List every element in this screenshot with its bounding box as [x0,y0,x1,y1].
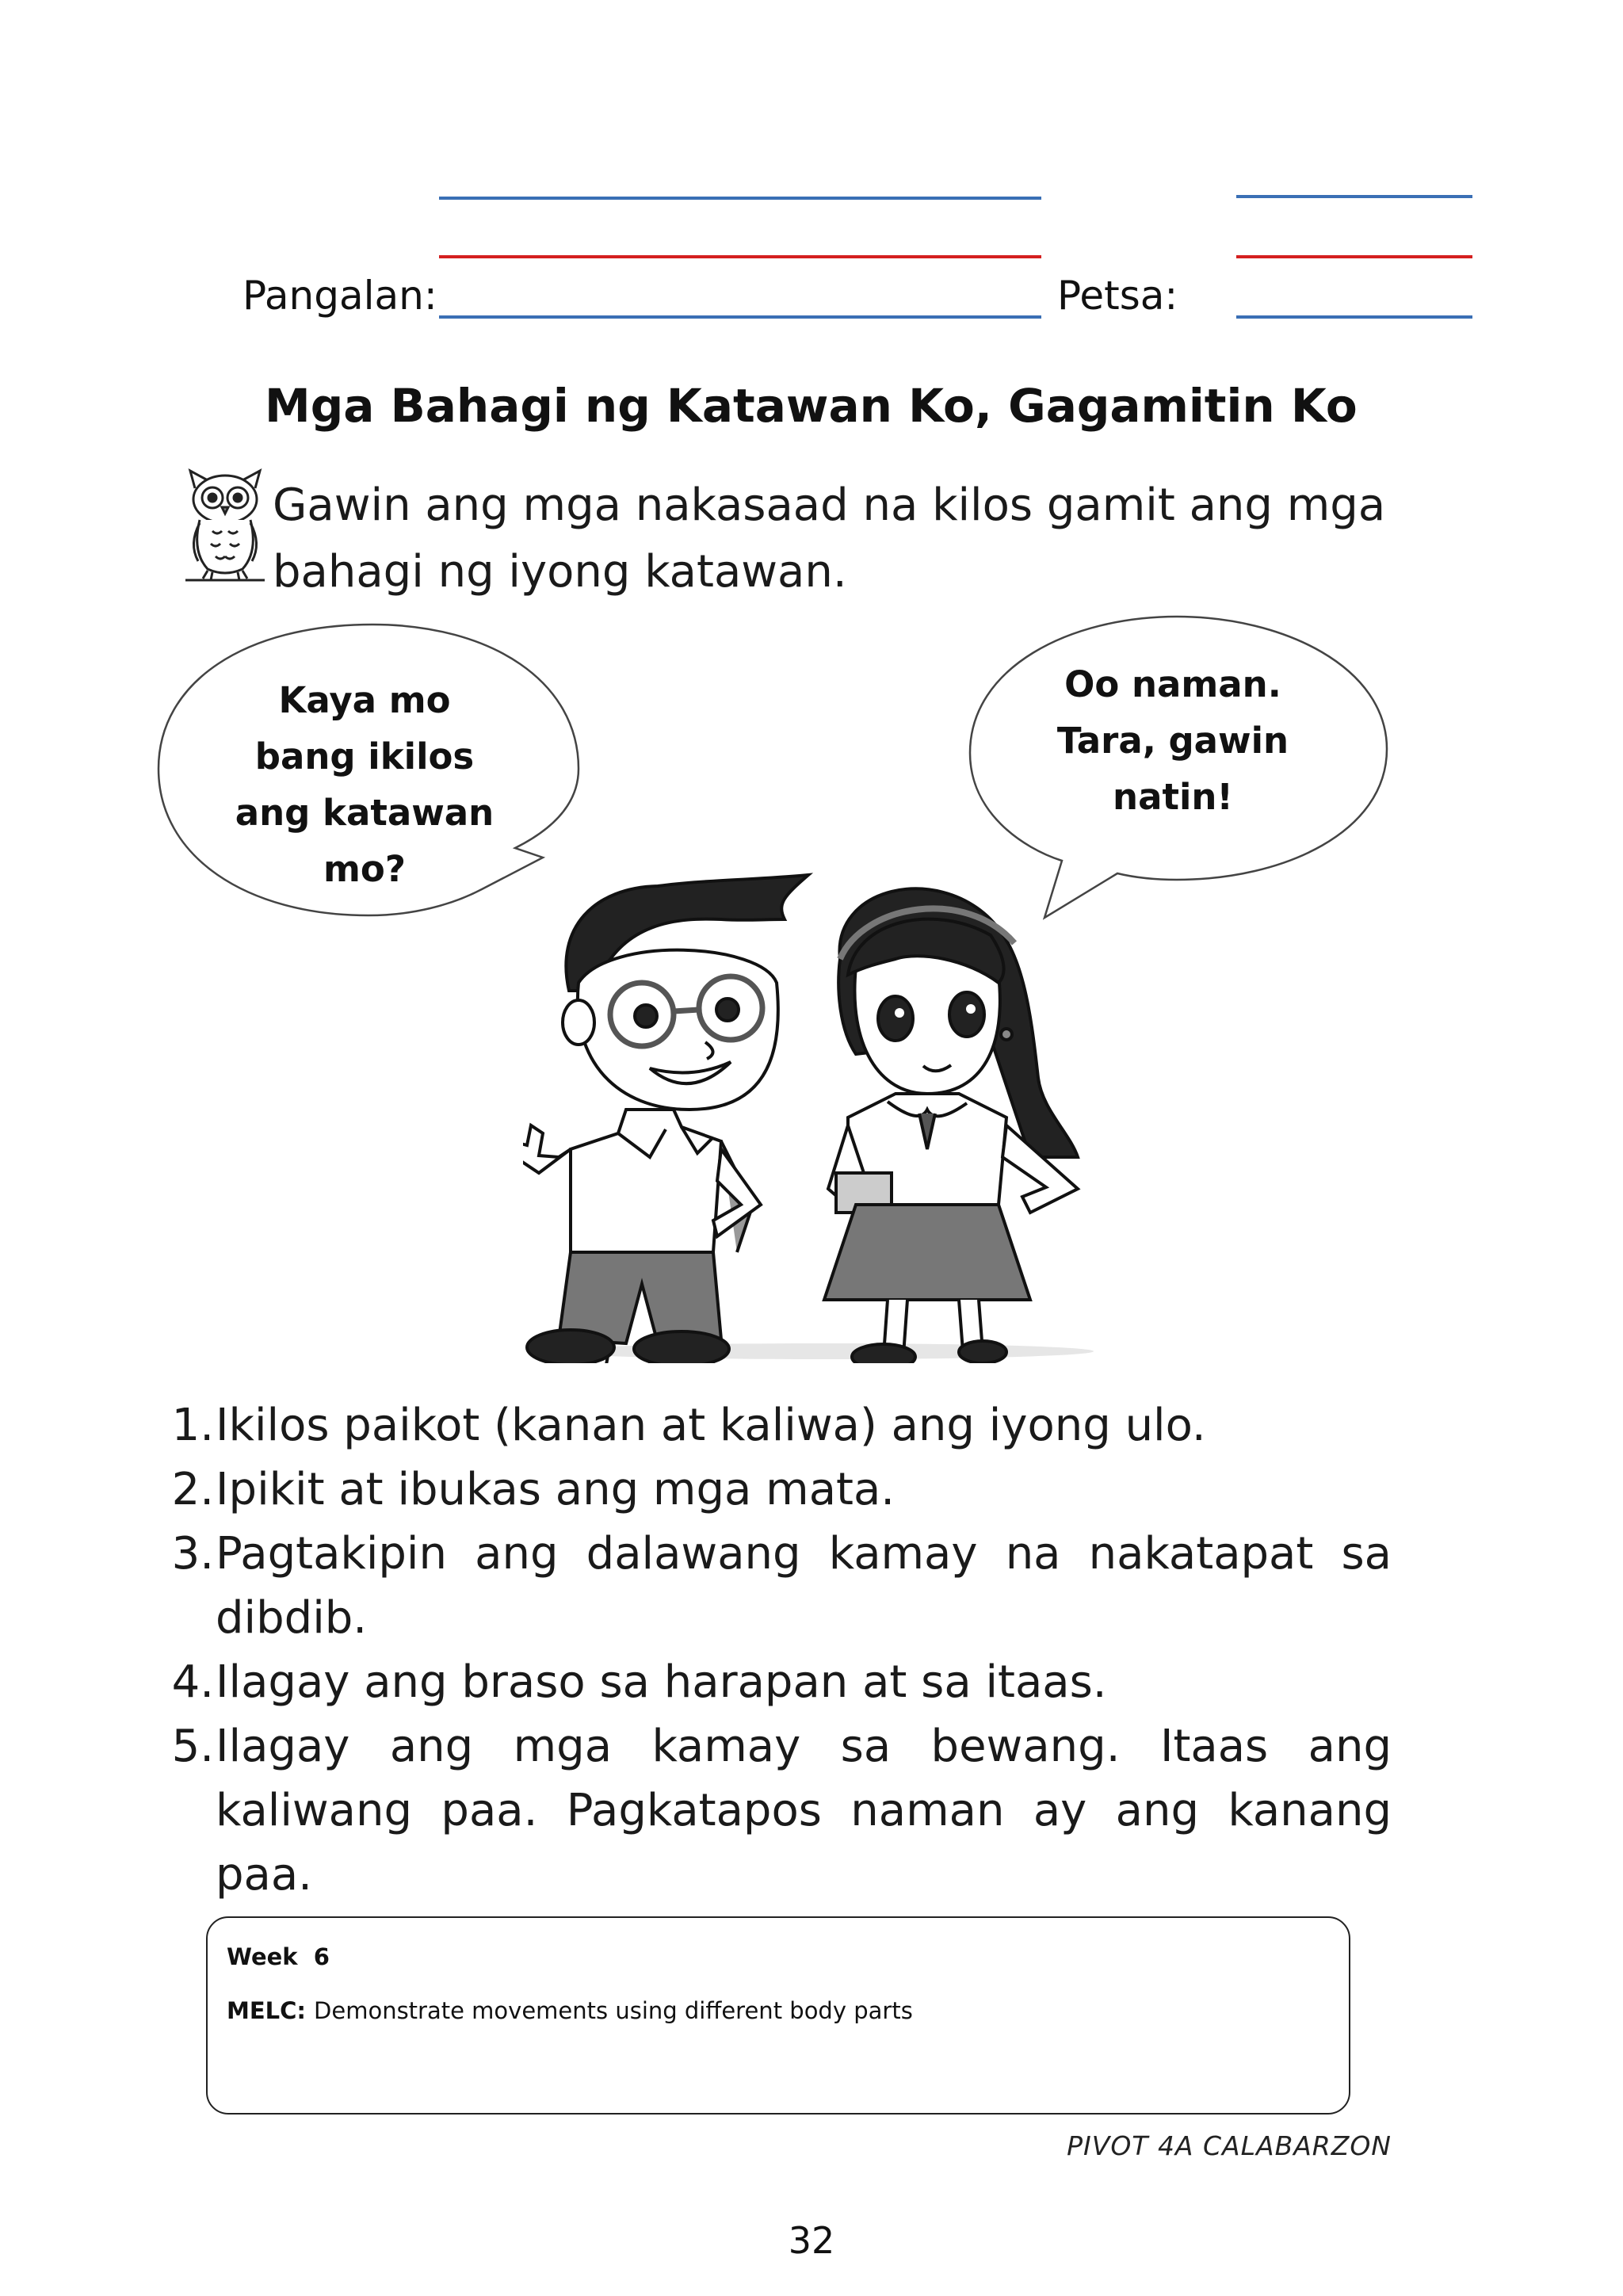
girl-speech-text [1014,656,1331,825]
date-line-top [1236,195,1472,198]
step-text: Ikilos paikot (kanan at kaliwa) ang iyong ulo. [216,1400,1206,1451]
step-number: 2. [171,1464,214,1515]
list-item [158,1650,1392,1714]
list-item [158,1393,1392,1457]
melc-label: MELC: [227,1997,307,2024]
list-item [158,1714,1392,1907]
week-label: Week 6 [227,1943,330,1970]
step-text: Ipikit at ibukas ang mga mata. [216,1464,896,1515]
name-label: Pangalan: [242,273,437,319]
step-number: 4. [171,1656,214,1708]
melc-row [227,1997,913,2024]
children-illustration [523,872,1125,1363]
name-line-base[interactable] [439,315,1041,319]
name-line-mid [439,255,1041,258]
name-line-top [439,197,1041,200]
list-item [158,1522,1392,1650]
list-item [158,1457,1392,1522]
owl-icon [184,464,266,582]
step-text: Ilagay ang mga kamay sa bewang. Itaas ang kaliwang paa. Pagkatapos naman ay ang kanang paa. [216,1721,1392,1901]
source-credit: PIVOT 4A CALABARZON [1067,2130,1392,2161]
girl-line-1: Oo naman. [1064,663,1281,705]
boy-line-1: Kaya mo [278,679,451,721]
page-number: 32 [788,2219,835,2262]
date-line-mid [1236,255,1472,258]
date-label: Petsa: [1057,273,1178,319]
boy-speech-text [202,672,527,897]
girl-line-2: Tara, gawin [1056,720,1289,762]
boy-figure [523,875,808,1363]
step-number: 3. [171,1528,214,1580]
step-text: Pagtakipin ang dalawang kamay na nakatapat sa dibdib. [216,1528,1392,1644]
melc-text: Demonstrate movements using different body parts [314,1997,913,2024]
page-title: Mga Bahagi ng Katawan Ko, Gagamitin Ko [265,379,1358,433]
step-text: Ilagay ang braso sa harapan at sa itaas. [216,1656,1107,1708]
step-number: 5. [171,1721,214,1772]
girl-line-3: natin! [1113,776,1233,818]
week-info-box [206,1916,1350,2115]
date-line-base[interactable] [1236,315,1472,319]
girl-figure [824,888,1078,1363]
boy-line-4: mo? [323,848,406,890]
boy-line-2: bang ikilos [254,735,475,777]
steps-list [158,1393,1392,1907]
instruction-text: Gawin ang mga nakasaad na kilos gamit ang mga bahagi ng iyong katawan. [273,479,1386,598]
boy-line-3: ang katawan [235,792,495,834]
step-number: 1. [171,1400,214,1451]
